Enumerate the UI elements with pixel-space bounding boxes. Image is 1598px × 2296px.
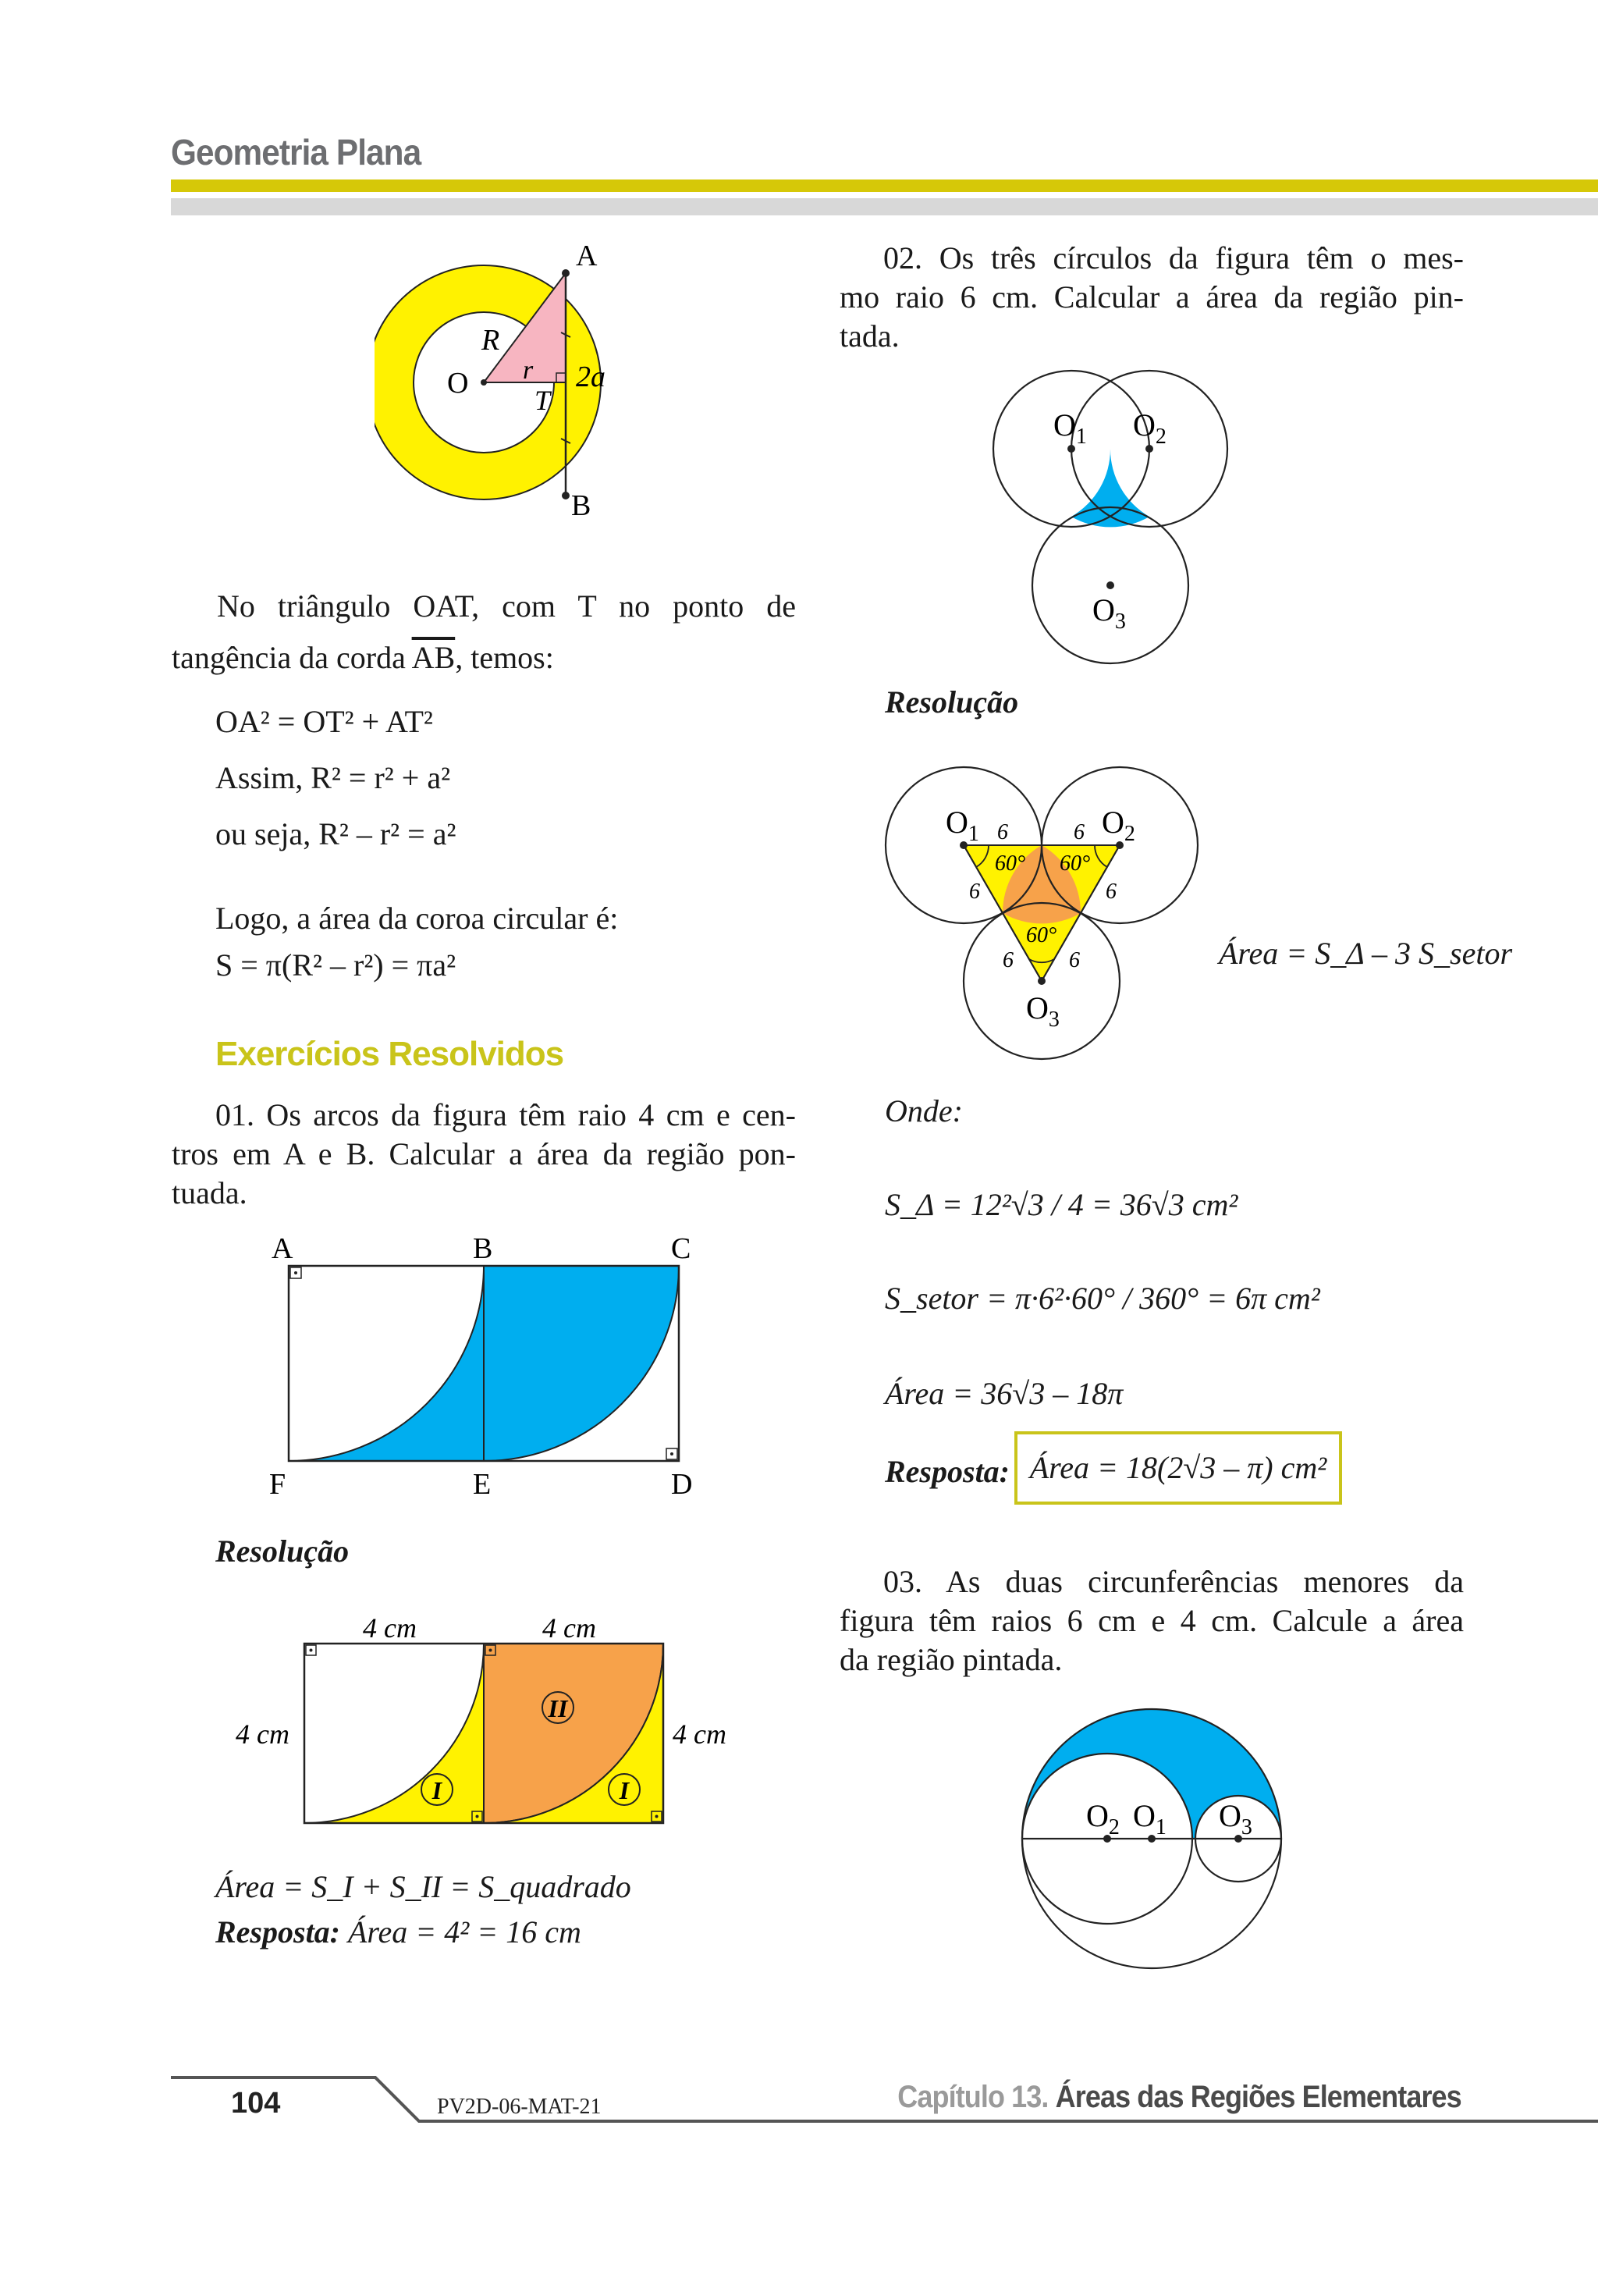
ex03-sub-1: 1 <box>1155 1815 1167 1839</box>
res2-sub-3: 3 <box>1048 1008 1060 1032</box>
res2-sixty-3: 60° <box>1026 923 1057 947</box>
ex02-resolucao-label: Resolução <box>885 684 1019 720</box>
ex02-line-2: mo raio 6 cm. Calcular a área da região pin- <box>840 279 1464 315</box>
intro-line-2-post: , temos: <box>455 640 554 675</box>
res2-label-O3: $O_3$ <box>1026 990 1060 1032</box>
ex01-resposta-value: Área = 4² = 16 cm <box>348 1914 581 1949</box>
ex02-resposta-label: Resposta: <box>885 1454 1010 1489</box>
equation-3: ou seja, R² – r² = a² <box>215 816 456 851</box>
figure-ex02-resolution <box>882 761 1209 1065</box>
res2-six-3: 6 <box>969 880 980 904</box>
ex03-sub-2: 2 <box>1108 1815 1120 1839</box>
equation-1: OA² = OT² + AT² <box>215 704 433 739</box>
res2-six-5: 6 <box>1003 948 1014 972</box>
ex02-area-eq: Área = S_Δ – 3 S_setor <box>1219 936 1513 971</box>
footer-code: PV2D-06-MAT-21 <box>437 2095 602 2119</box>
res2-six-4: 6 <box>1106 880 1117 904</box>
res-label-right: 4 cm <box>673 1718 726 1750</box>
ex02-s-setor: S_setor = π·6²·60° / 360° = 6π cm² <box>885 1281 1320 1316</box>
equation-2: Assim, R² = r² + a² <box>215 760 451 795</box>
res-label-I-left: I <box>431 1776 442 1804</box>
label-r: r <box>523 356 534 385</box>
ex02-area-result: Área = 36√3 – 18π <box>885 1376 1124 1411</box>
ex01-label-C: C <box>671 1232 691 1265</box>
ex01-line-3: tuada. <box>172 1175 247 1210</box>
res2-six-1: 6 <box>997 820 1008 844</box>
res2-six-2: 6 <box>1074 820 1085 844</box>
res-label-I-right: I <box>619 1776 630 1804</box>
label-2a: 2a <box>576 361 605 393</box>
footer-chapter-prefix: Capítulo 13. <box>897 2080 1049 2114</box>
res2-sixty-1: 60° <box>995 851 1026 876</box>
ex02-resposta-box: Área = 18(2√3 – π) cm² <box>1014 1431 1342 1505</box>
page-header-title: Geometria Plana <box>171 132 421 172</box>
res2-sixty-2: 60° <box>1060 851 1091 876</box>
res-label-top-right: 4 cm <box>542 1612 596 1644</box>
page-number: 104 <box>231 2087 281 2120</box>
ex03-sub-3: 3 <box>1241 1815 1252 1839</box>
ex01-label-E: E <box>473 1468 492 1501</box>
ex02-line-3: tada. <box>840 318 900 354</box>
ex02-label-O2: $O_2$ <box>1133 407 1167 449</box>
label-O: O <box>447 367 469 400</box>
label-R: R <box>481 324 500 357</box>
ex03-line-3: da região pintada. <box>840 1642 1063 1677</box>
logo-text: Logo, a área da coroa circular é: <box>215 901 619 936</box>
label-A: A <box>576 240 598 272</box>
res-label-top-left: 4 cm <box>363 1612 417 1644</box>
ex02-line-1: 02. Os três círculos da figura têm o mes- <box>883 240 1464 275</box>
section-title: Exercícios Resolvidos <box>215 1035 564 1073</box>
figure-ex01 <box>257 1227 710 1508</box>
ex02-sub-3: 3 <box>1114 610 1126 634</box>
ex03-label-O2: $O_2$ <box>1086 1798 1120 1839</box>
footer-chapter-title: Áreas das Regiões Elementares <box>1055 2080 1461 2114</box>
ex03-label-O3: $O_3$ <box>1219 1798 1252 1839</box>
label-T: T <box>534 385 551 416</box>
ex02-sub-2: 2 <box>1155 425 1167 449</box>
figure-ex02 <box>983 351 1248 671</box>
ex01-resposta-label: Resposta: <box>215 1914 340 1949</box>
ex03-label-O1: $O_1$ <box>1133 1798 1167 1839</box>
figure-annulus <box>375 234 640 531</box>
label-B: B <box>571 489 591 522</box>
intro-line-2 <box>172 638 796 677</box>
ex02-label-O1: $O_1$ <box>1053 407 1087 449</box>
ex01-label-F: F <box>269 1468 286 1501</box>
ex01-label-A: A <box>272 1232 293 1265</box>
ex01-resposta <box>215 1914 581 1950</box>
figure-ex03 <box>1014 1701 1311 1998</box>
chord-AB: $\overline{AB}$ <box>411 640 456 675</box>
ex01-line-1: 01. Os arcos da figura têm raio 4 cm e cen- <box>215 1097 796 1132</box>
res2-six-6: 6 <box>1069 948 1080 972</box>
ex01-line-2: tros em A e B. Calcular a área da região pon- <box>172 1136 796 1171</box>
ex02-onde: Onde: <box>885 1093 963 1128</box>
ex02-sub-1: 1 <box>1075 425 1087 449</box>
ex01-label-D: D <box>671 1468 693 1501</box>
res2-sub-2: 2 <box>1124 822 1135 846</box>
ex01-resolucao-label: Resolução <box>215 1534 350 1569</box>
figure-ex01-resolution <box>226 1605 741 1831</box>
equation-4: S = π(R² – r²) = πa² <box>215 947 456 983</box>
ex01-label-B: B <box>473 1232 493 1265</box>
res2-label-O2: $O_2$ <box>1102 805 1135 846</box>
ex02-s-delta: S_Δ = 12²√3 / 4 = 36√3 cm² <box>885 1187 1238 1222</box>
ex02-label-O3: $O_3$ <box>1092 592 1126 634</box>
ex03-line-1: 03. As duas circunferências menores da <box>883 1564 1464 1599</box>
header-bar-yellow <box>171 179 1598 192</box>
header-bar-gray <box>171 198 1598 215</box>
footer-chapter <box>897 2080 1461 2115</box>
res-label-left: 4 cm <box>236 1718 289 1750</box>
ex03-line-2: figura têm raios 6 cm e 4 cm. Calcule a área <box>840 1603 1464 1638</box>
ex01-area-formula: Área = S_I + S_II = S_quadrado <box>215 1869 631 1904</box>
intro-line-1: No triângulo OAT, com T no ponto de <box>217 588 796 624</box>
res-label-II: II <box>548 1694 568 1722</box>
intro-line-2-pre: tangência da corda <box>172 640 412 675</box>
res2-label-O1: $O_1$ <box>946 805 979 846</box>
res2-sub-1: 1 <box>968 822 979 846</box>
